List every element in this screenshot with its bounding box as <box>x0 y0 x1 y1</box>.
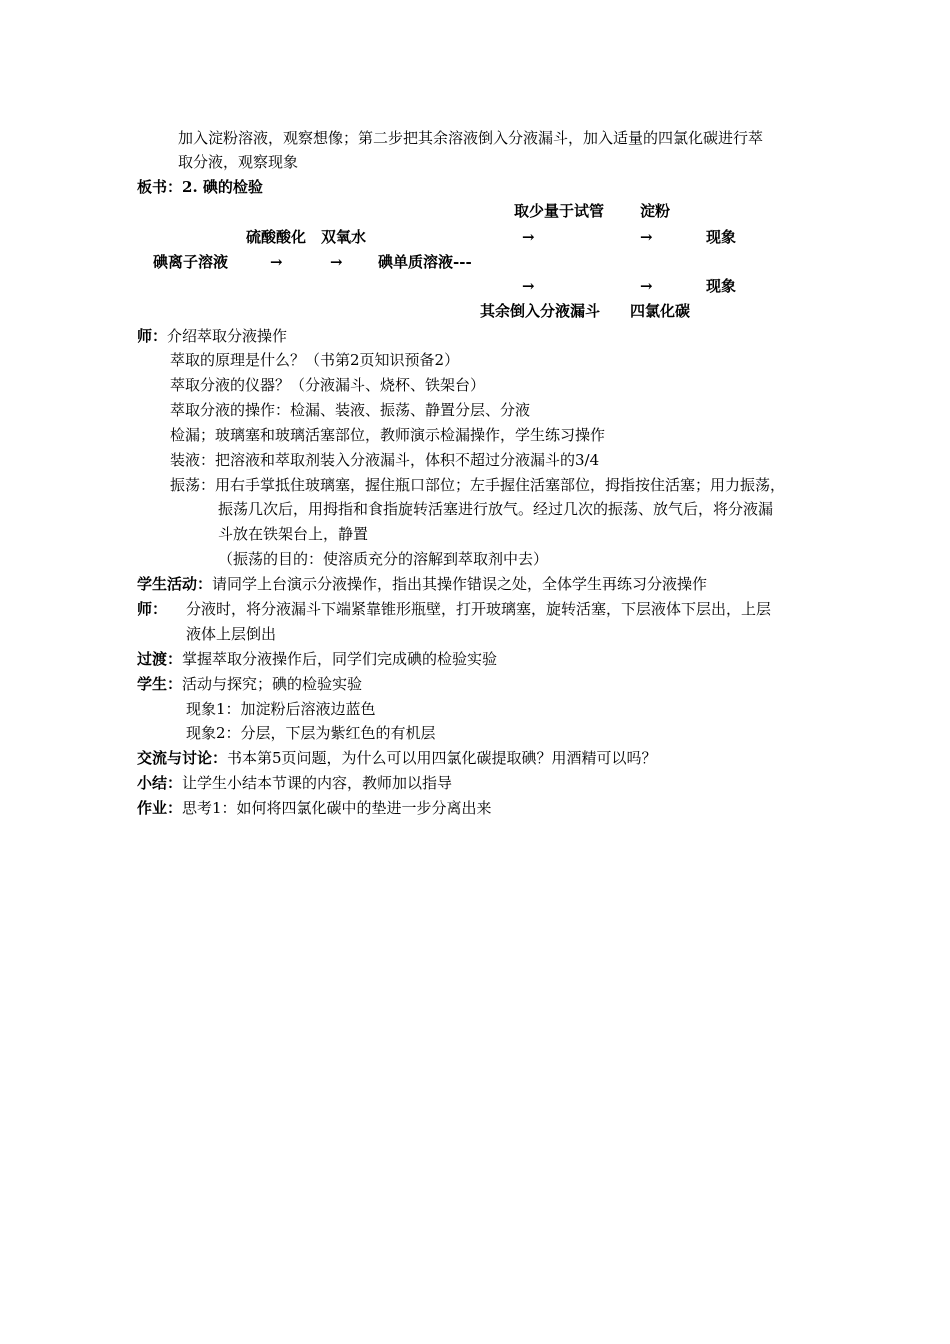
teacher-item: 检漏；玻璃塞和玻璃活塞部位，教师演示检漏操作，学生练习操作 <box>170 426 606 444</box>
scheme-peroxide: 双氧水 <box>321 228 367 246</box>
shake-line-1: 振荡：用右手掌抵住玻璃塞，握住瓶口部位；左手握住活塞部位，拇指按住活塞；用力振荡， <box>170 476 786 494</box>
teacher-intro-text: 介绍萃取分液操作 <box>167 327 288 345</box>
summary-text: 让学生小结本节课的内容，教师加以指导 <box>182 774 453 792</box>
scheme-arrow-icon: → <box>330 253 343 271</box>
transition-text: 掌握萃取分液操作后，同学们完成碘的检验实验 <box>182 650 498 668</box>
scheme-iodide-solution: 碘离子溶液 <box>153 253 229 271</box>
student-activity-text: 请同学上台演示分液操作，指出其操作错误之处，全体学生再练习分液操作 <box>212 575 708 593</box>
intro-line-1: 加入淀粉溶液，观察想像；第二步把其余溶液倒入分液漏斗，加入适量的四氯化碳进行萃 <box>178 129 764 147</box>
discussion-label: 交流与讨论： <box>137 749 228 767</box>
teacher-label: 师： <box>137 600 168 618</box>
scheme-arrow-icon: → <box>522 228 535 246</box>
scheme-arrow-icon: → <box>640 277 653 295</box>
discussion <box>137 746 657 770</box>
scheme-arrow-icon: → <box>640 228 653 246</box>
scheme-arrow-icon: → <box>522 277 535 295</box>
summary-label: 小结： <box>137 774 183 792</box>
board-label: 板书： <box>137 178 183 196</box>
homework-label: 作业： <box>137 799 183 817</box>
scheme-acidify: 硫酸酸化 <box>246 228 307 246</box>
teacher-intro <box>137 324 287 348</box>
summary <box>137 771 452 795</box>
transition-label: 过渡： <box>137 650 183 668</box>
board-heading <box>137 175 263 199</box>
scheme-rest-to-funnel: 其余倒入分液漏斗 <box>480 302 601 320</box>
teacher-separation-line-1: 分液时，将分液漏斗下端紧靠锥形瓶壁，打开玻璃塞，旋转活塞，下层液体下层出，上层 <box>186 600 772 618</box>
teacher-separation-line-2: 液体上层倒出 <box>186 625 277 643</box>
shake-line-3: 斗放在铁架台上，静置 <box>218 525 369 543</box>
phenomenon-item: 现象2：分层，下层为紫红色的有机层 <box>186 724 436 742</box>
shake-line-4: （振荡的目的：使溶质充分的溶解到萃取剂中去） <box>218 550 549 568</box>
teacher-separation <box>137 597 771 621</box>
phenomenon-item: 现象1：加淀粉后溶液边蓝色 <box>186 700 376 718</box>
scheme-iodine-solution: 碘单质溶液--- <box>378 253 472 271</box>
student-section <box>137 672 362 696</box>
scheme-arrow-icon: → <box>270 253 283 271</box>
scheme-phenomenon-1: 现象 <box>706 228 737 246</box>
teacher-label: 师： <box>137 327 168 345</box>
teacher-item: 萃取分液的仪器？（分液漏斗、烧杯、铁架台） <box>170 376 486 394</box>
teacher-item: 萃取的原理是什么？（书第2页知识预备2） <box>170 351 460 369</box>
homework-text: 思考1：如何将四氯化碳中的垫进一步分离出来 <box>182 799 492 817</box>
teacher-item: 萃取分液的操作：检漏、装液、振荡、静置分层、分液 <box>170 401 531 419</box>
intro-line-2: 取分液，观察现象 <box>178 153 299 171</box>
student-activity-label: 学生活动： <box>137 575 213 593</box>
shake-line-2: 振荡几次后，用拇指和食指旋转活塞进行放气。经过几次的振荡、放气后，将分液漏 <box>218 500 774 518</box>
student-activity <box>137 572 707 596</box>
student-text: 活动与探究；碘的检验实验 <box>182 675 363 693</box>
student-label: 学生： <box>137 675 183 693</box>
discussion-text: 书本第5页问题，为什么可以用四氯化碳提取碘？用酒精可以吗？ <box>227 749 657 767</box>
scheme-phenomenon-2: 现象 <box>706 277 737 295</box>
scheme-ccl4: 四氯化碳 <box>630 302 691 320</box>
homework <box>137 796 492 820</box>
board-title: 2. 碘的检验 <box>182 178 263 196</box>
transition <box>137 647 497 671</box>
teacher-item: 装液：把溶液和萃取剂装入分液漏斗，体积不超过分液漏斗的3/4 <box>170 451 600 469</box>
scheme-starch: 淀粉 <box>640 202 671 220</box>
scheme-sample-tube: 取少量于试管 <box>514 202 605 220</box>
